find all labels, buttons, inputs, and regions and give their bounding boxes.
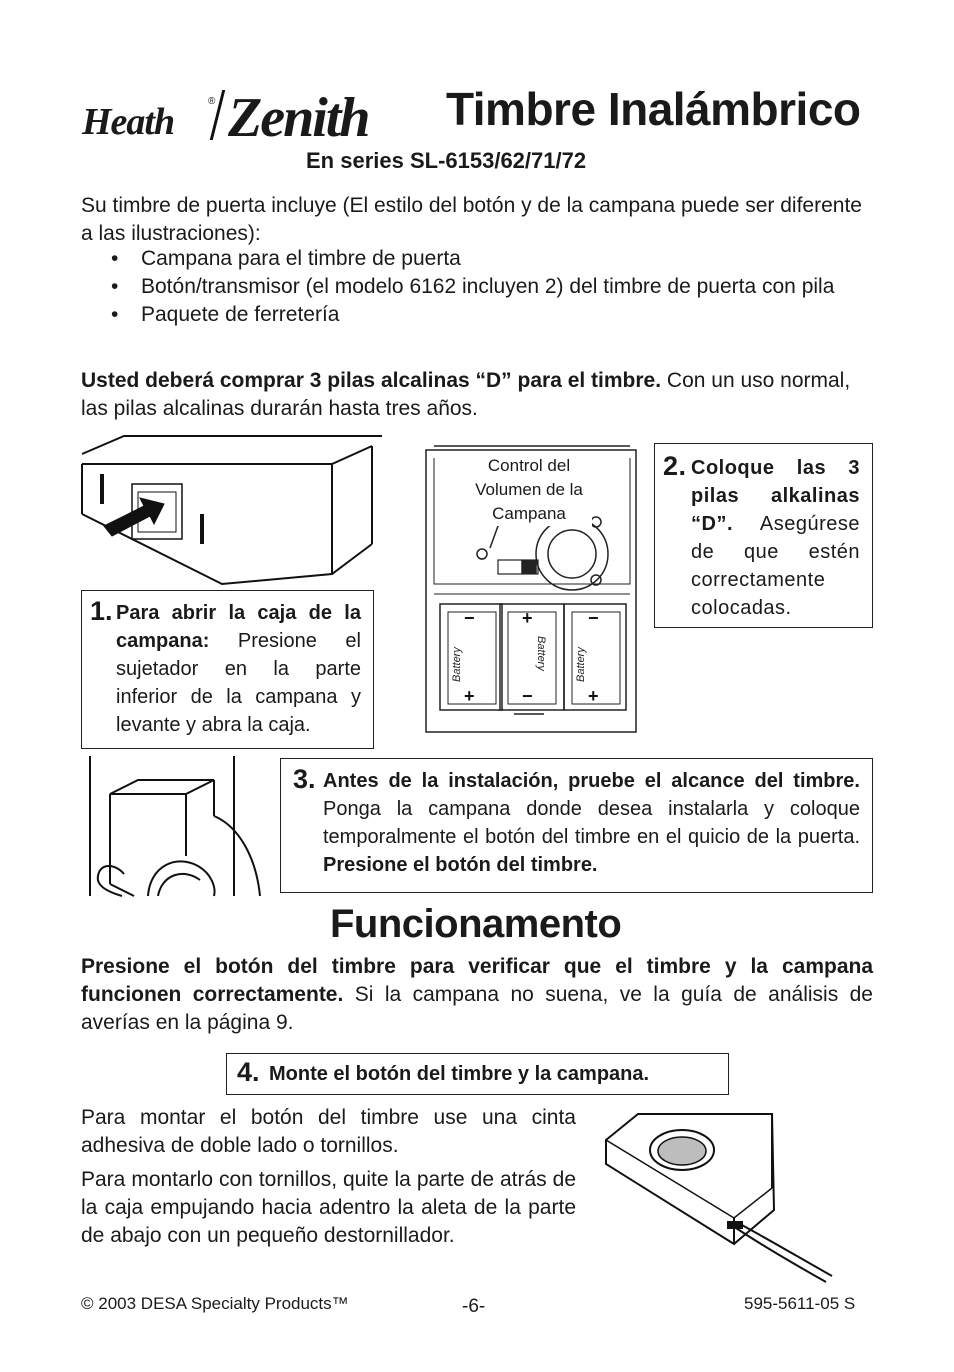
- battery-label-middle: Battery: [535, 636, 547, 671]
- footer-document-code: 595-5611-05 S: [744, 1294, 856, 1313]
- step-3-bold-end: Presione el botón del timbre.: [323, 854, 598, 876]
- list-item: • Botón/transmisor (el modelo 6162 incluyen 2) del timbre de puerta con pila: [81, 273, 873, 301]
- svg-text:+: +: [588, 686, 599, 706]
- step-2-text: Asegúrese de que estén correctamente colocadas.: [691, 513, 860, 619]
- footer-copyright: © 2003 DESA Specialty Products™: [81, 1294, 349, 1313]
- volume-control-label: Control del Volumen de la Campana: [466, 454, 592, 526]
- svg-text:+: +: [522, 608, 533, 628]
- svg-text:−: −: [522, 686, 533, 706]
- svg-text:+: +: [464, 686, 475, 706]
- page-title: Timbre Inalámbrico: [446, 83, 861, 135]
- step-4-number: 4.: [237, 1057, 260, 1087]
- step-1-box: [81, 590, 374, 749]
- step-3-text: Ponga la campana donde desea instalarla y coloque temporalmente el botón del timbre en el quicio de la puerta.: [323, 798, 860, 848]
- step-3-box: [280, 758, 873, 893]
- step-2-number: 2.: [663, 451, 687, 481]
- list-item: • Paquete de ferretería: [81, 301, 873, 329]
- hand-button-illustration: [88, 756, 268, 898]
- step-1-bold: Para abrir la caja de la campana:: [116, 602, 361, 652]
- brand-heath: Heath: [82, 101, 175, 143]
- step-3-bold: Antes de la instalación, pruebe el alcance del timbre.: [323, 770, 860, 792]
- step-4-box: [226, 1053, 729, 1095]
- battery-note-bold: Usted deberá comprar 3 pilas alcalinas “D” para el timbre.: [81, 369, 662, 392]
- operation-text-rest: Si la campana no suena, ve la guía de análisis de averías en la página 9.: [81, 983, 873, 1034]
- list-item: • Campana para el timbre de puerta: [81, 245, 873, 273]
- step-4-bold: Monte el botón del timbre y la campana.: [269, 1063, 650, 1085]
- svg-text:−: −: [464, 608, 475, 628]
- operation-text: [81, 953, 873, 1037]
- battery-label-right: Battery: [575, 647, 587, 682]
- brand-zenith: Zenith: [228, 87, 369, 149]
- intro-text: Su timbre de puerta incluye (El estilo del botón y de la campana puede ser diferente a las ilustraciones):: [81, 194, 862, 245]
- mounting-paragraph-1: Para montar el botón del timbre use una cinta adhesiva de doble lado o tornillos.: [81, 1106, 576, 1157]
- mounting-paragraph-2: Para montarlo con tornillos, quite la parte de atrás de la caja empujando hacia adentro la aleta de la parte de abajo con un pequeño destornillador.: [81, 1168, 576, 1247]
- battery-note: [81, 367, 873, 423]
- step-1-text: Presione el sujetador en la parte inferior de la campana y levante y abra la caja.: [116, 630, 361, 736]
- step-3-number: 3.: [293, 764, 316, 794]
- step-2-bold: Coloque las 3 pilas alkalinas “D”.: [691, 457, 860, 535]
- battery-note-text: Con un uso normal, las pilas alcalinas durarán hasta tres años.: [81, 369, 851, 420]
- chime-case-illustration: [82, 434, 382, 594]
- battery-label-left: Battery: [451, 647, 463, 682]
- svg-text:−: −: [588, 608, 599, 628]
- step-2-box: [654, 443, 873, 628]
- brand-logo: [82, 87, 422, 149]
- step-1-number: 1.: [90, 596, 113, 626]
- footer-page-number: -6-: [462, 1296, 486, 1317]
- operation-text-bold: Presione el botón del timbre para verificar que el timbre y la campana funcionen correctamente.: [81, 955, 873, 1006]
- button-screwdriver-illustration: [604, 1112, 834, 1284]
- contents-list: [81, 245, 873, 329]
- page-subtitle: En series SL-6153/62/71/72: [306, 148, 587, 173]
- registered-mark: ®: [208, 96, 216, 107]
- section-heading-operation: Funcionamento: [330, 902, 622, 946]
